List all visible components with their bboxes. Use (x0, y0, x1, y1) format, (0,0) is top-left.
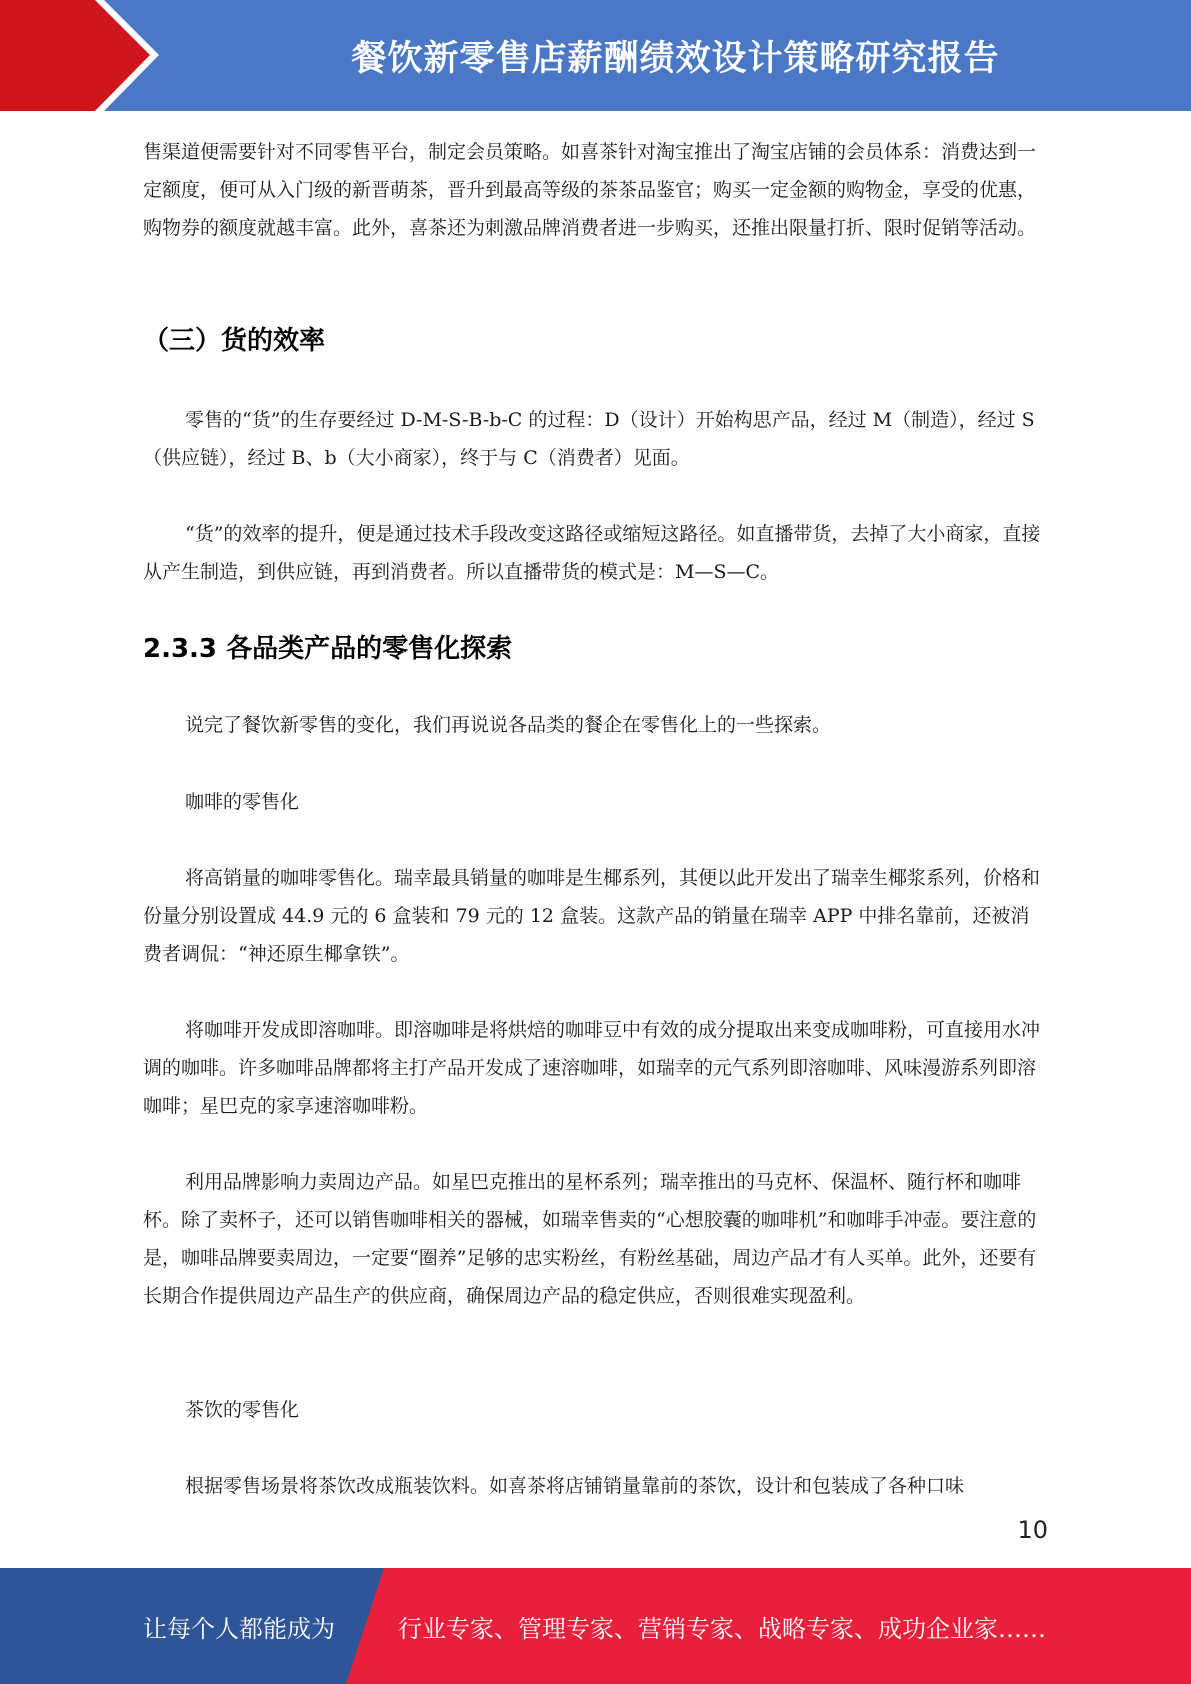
paragraph-goods-efficiency: “货”的效率的提升，便是通过技术手段改变这路径或缩短这路径。如直播带货，去掉了大小商家，直接从产生制造，到供应链，再到消费者。所以直播带货的模式是：M—S—C。 (143, 523, 1041, 583)
paragraph-intro: 说完了餐饮新零售的变化，我们再说说各品类的餐企在零售化上的一些探索。 (185, 714, 832, 736)
page-number: 10 (1017, 1516, 1048, 1544)
section-heading-goods-efficiency: （三）货的效率 (143, 326, 326, 356)
section-heading-2-3-3: 2.3.3 各品类产品的零售化探索 (143, 634, 513, 664)
paragraph-bottled-tea: 根据零售场景将茶饮改成瓶装饮料。如喜茶将店铺销量靠前的茶饮，设计和包装成了各种口味 (185, 1475, 965, 1497)
footer-slogan-left: 让每个人都能成为 (143, 1614, 335, 1643)
paragraph-coffee-sales: 将高销量的咖啡零售化。瑞幸最具销量的咖啡是生椰系列，其便以此开发出了瑞幸生椰浆系列，价格和份量分别设置成 44.9 元的 6 盒装和 79 元的 12 盒装。这款产品的销量在瑞幸 APP 中排名靠前，还被消费者调侃：“神还原生椰拿铁”。 (143, 867, 1041, 965)
subheading-coffee-retail: 咖啡的零售化 (185, 791, 300, 813)
paragraph-goods-process: 零售的“货”的生存要经过 D-M-S-B-b-C 的过程：D（设计）开始构思产品，经过 M（制造），经过 S（供应链），经过 B、b（大小商家），终于与 C（消费者）见面。 (143, 409, 1035, 469)
paragraph-merchandise: 利用品牌影响力卖周边产品。如星巴克推出的星杯系列；瑞幸推出的马克杯、保温杯、随行杯和咖啡杯。除了卖杯子，还可以销售咖啡相关的器械，如瑞幸售卖的“心想胶囊的咖啡机”和咖啡手冲壶。要注意的是，咖啡品牌要卖周边，一定要“圈养”足够的忠实粉丝，有粉丝基础，周边产品才有人买单。此外，还要有长期合作提供周边产品生产的供应商，确保周边产品的稳定供应，否则很难实现盈利。 (143, 1171, 1037, 1307)
subheading-tea-retail: 茶饮的零售化 (185, 1399, 300, 1421)
page-footer (0, 1568, 1191, 1684)
report-title: 餐饮新零售店薪酬绩效设计策略研究报告 (351, 38, 1000, 79)
paragraph-instant-coffee: 将咖啡开发成即溶咖啡。即溶咖啡是将烘焙的咖啡豆中有效的成分提取出来变成咖啡粉，可直接用水冲调的咖啡。许多咖啡品牌都将主打产品开发成了速溶咖啡，如瑞幸的元气系列即溶咖啡、风味漫游系列即溶咖啡；星巴克的家享速溶咖啡粉。 (143, 1019, 1041, 1117)
paragraph-membership: 售渠道便需要针对不同零售平台，制定会员策略。如喜茶针对淘宝推出了淘宝店铺的会员体系：消费达到一定额度，便可从入门级的新晋萌茶，晋升到最高等级的茶茶品鉴官；购买一定金额的购物金，享受的优惠，购物券的额度就越丰富。此外，喜茶还为刺激品牌消费者进一步购买，还推出限量打折、限时促销等活动。 (143, 141, 1037, 239)
header-red-arrow (0, 0, 150, 111)
footer-slogan-right: 行业专家、管理专家、营销专家、战略专家、成功企业家…… (398, 1614, 1046, 1643)
page-header (0, 0, 1191, 111)
